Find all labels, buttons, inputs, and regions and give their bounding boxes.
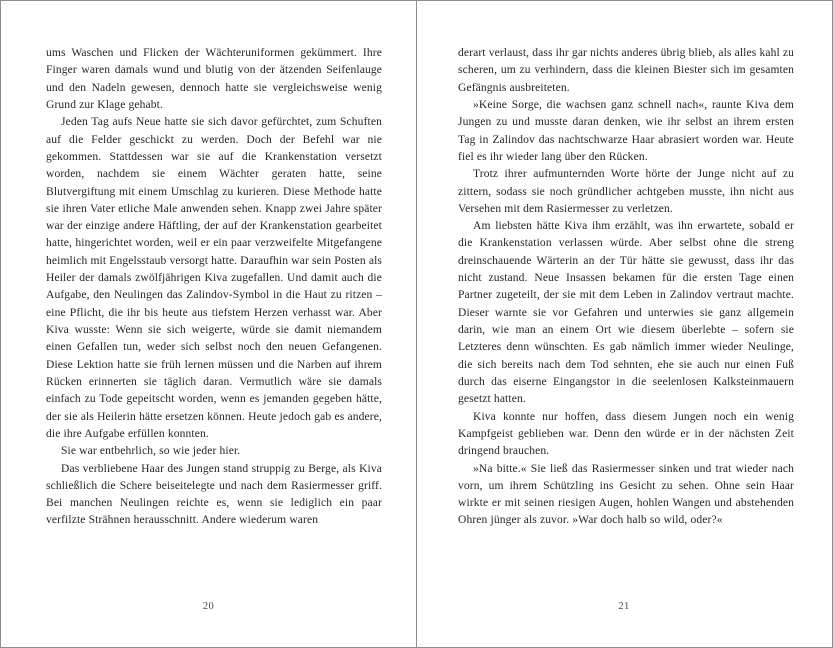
paragraph: derart verlaust, dass ihr gar nichts anderes übrig blieb, als alles kahl zu scheren, um zu verhindern, dass die kleinen Biester sich im gesamten Gefängnis ausbreiteten. [458, 47, 794, 94]
book-gutter-divider [416, 1, 417, 647]
paragraph: Sie war entbehrlich, so wie jeder hier. [61, 445, 241, 458]
page-right [416, 1, 832, 647]
page-number-left: 20 [202, 601, 215, 612]
page-left-text-block [46, 45, 382, 530]
paragraph: ums Waschen und Flicken der Wächteruniformen gekümmert. Ihre Finger waren damals wund und blutig von der ätzenden Seifenlauge und den Nadeln gewesen, dennoch hatte sie vergleichsweise wenig Grund zur Klage gehabt. [46, 47, 382, 111]
page-left [1, 1, 416, 647]
paragraph: »Keine Sorge, die wachsen ganz schnell nach«, raunte Kiva dem Jungen zu und musste daran denken, wie ihr selbst an ihrem ersten Tag in Zalindov das nachtschwarze Haar abrasiert worden war. Heute fiel es ihr wieder lang über den Rücken. [458, 98, 794, 163]
paragraph: Trotz ihrer aufmunternden Worte hörte der Junge nicht auf zu zittern, sodass sie noch gründlicher achtgeben musste, ihn nicht aus Versehen mit dem Rasiermesser zu verletzen. [458, 168, 794, 215]
paragraph: Jeden Tag aufs Neue hatte sie sich davor gefürchtet, zum Schuften auf die Felder geschickt zu werden. Doch der Befehl war nie gekommen. Stattdessen war sie auf die Krankenstation versetzt worden, nachdem sie einem Wächter geraten hatte, seine Blutvergiftung mit einem Umschlag zu kurieren. Diese Methode hatte sie ihren Vater etliche Male anwenden sehen. Knapp zwei Jahre später war der einzige andere Häftling, der auf der Krankenstation gearbeitet hatte, hingerichtet worden, weil er ein paar verzweifelte Mitgefangene heimlich mit Engelsstaub versorgt hatte. Daraufhin war sein Posten als Heiler der damals zwölfjährigen Kiva zugefallen. Und damit auch die Aufgabe, den Neulingen das Zalindov-Symbol in die Haut zu ritzen – eine Pflicht, die ihr bis heute aus tiefstem Herzen verhasst war. Aber Kiva wusste: Wenn sie sich weigerte, würde sie damit niemandem einen Gefallen tun, weder sich selbst noch den neuen Gefangenen. Diese Lektion hatte sie früh lernen müssen und die Narben auf ihrem Rücken erinnerten sie täglich daran. Vermutlich wäre sie damals einfach zu Tode gepeitscht worden, wenn es jemanden gegeben hätte, der sie als Heilerin hätte ersetzen können. Heute jedoch gab es andere, die ihre Aufgabe erfüllen konnten. [46, 116, 382, 440]
page-number-right: 21 [618, 601, 630, 612]
paragraph: »Na bitte.« Sie ließ das Rasiermesser sinken und trat wieder nach vorn, um ihrem Schützling ins Gesicht zu sehen. Ohne sein Haar wirkte er mit seinen riesigen Augen, hohlen Wangen und abstehenden Ohren jünger als zuvor. »War doch halb so wild, oder?« [458, 462, 794, 527]
page-right-text-block [458, 45, 794, 530]
paragraph: Kiva konnte nur hoffen, dass diesem Jungen noch ein wenig Kampfgeist geblieben war. Denn den würde er in der nächsten Zeit dringend brauchen. [458, 410, 794, 458]
paragraph: Am liebsten hätte Kiva ihm erzählt, was ihn erwartete, sobald er die Krankenstation verlassen würde. Aber selbst ohne die streng dreinschauende Wärterin an der Tür hätte sie gewusst, dass ihr das nicht zustand. Neue Insassen bekamen für die ersten Tage einen Partner zugeteilt, der sie mit dem Leben in Zalindov vertraut machte. Dieser warnte sie vor Gefahren und unterwies sie ganz allgemein darin, wie man an einem Ort wie diesem überlebte – sofern sie Letzteres denn wünschten. Es gab nämlich immer wieder Neulinge, die sich bereits nach dem Tod sehnten, ehe sie auch nur einen Fuß durch das eiserne Eingangstor in die seelenlosen Kalksteinmauern gesetzt hatten. [458, 220, 794, 406]
paragraph: Das verbliebene Haar des Jungen stand struppig zu Berge, als Kiva schließlich die Schere beiseitelegte und nach dem Rasiermesser griff. Bei manchen Neulingen reichte es, wenn sie lediglich ein paar verfilzte Strähnen herausschnitt. Andere wiederum waren [46, 462, 382, 527]
